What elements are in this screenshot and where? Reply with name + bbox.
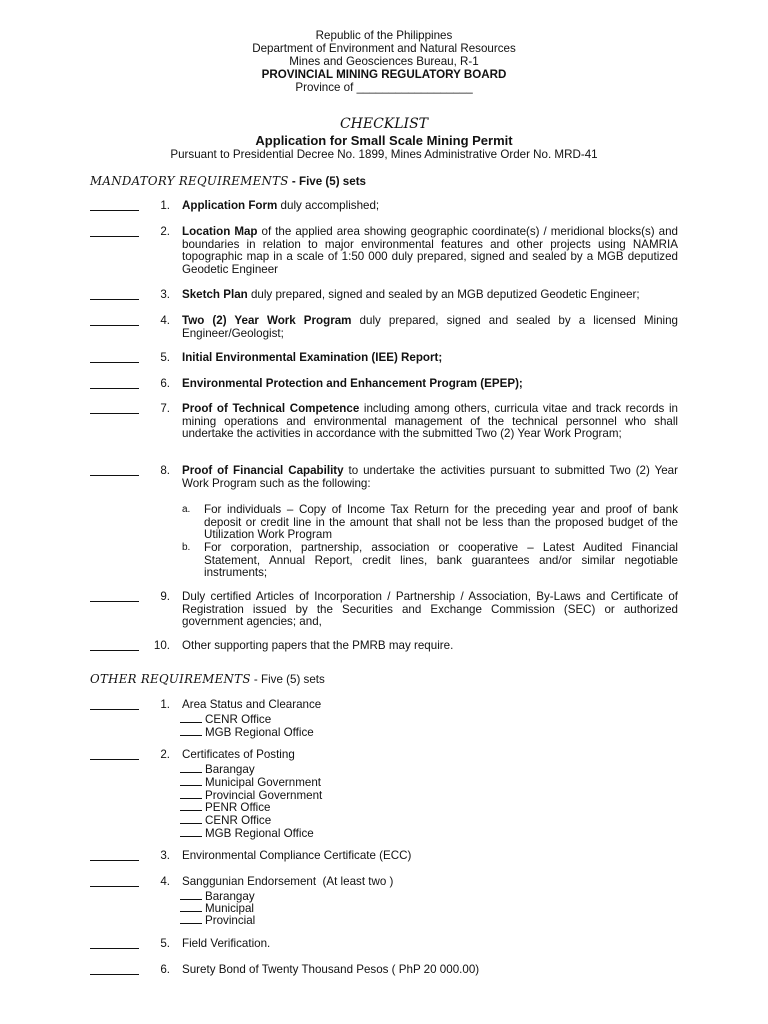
header-department: Department of Environment and Natural Resources xyxy=(252,42,516,55)
check-label: CENR Office xyxy=(205,814,272,827)
check-blank[interactable] xyxy=(90,403,139,414)
check-label: Provincial xyxy=(205,914,256,927)
item-text: Surety Bond of Twenty Thousand Pesos ( PhP 20 000.00) xyxy=(182,963,480,976)
check-blank[interactable] xyxy=(90,699,139,710)
item-rest: duly prepared, signed and sealed by a licensed Mining Engineer/Geologist; xyxy=(182,314,678,340)
check-label: CENR Office xyxy=(205,713,272,726)
mandatory-heading xyxy=(90,175,366,189)
check-blank[interactable] xyxy=(90,938,139,949)
check-blank[interactable] xyxy=(90,640,139,651)
sub-item-text: For corporation, partnership, association or cooperative – Latest Audited Financial Statement, Annual Report, credit lines, bank guarantees and/or similar negotiable instruments; xyxy=(204,541,678,580)
item-rest: duly accomplished; xyxy=(277,199,380,212)
mandatory-heading-label: MANDATORY REQUIREMENTS xyxy=(90,174,289,188)
check-label: MGB Regional Office xyxy=(205,827,314,840)
header-board: PROVINCIAL MINING REGULATORY BOARD xyxy=(261,68,507,81)
checkbox-mgb-regional-office[interactable] xyxy=(180,725,314,740)
item-number: 5. xyxy=(160,937,170,950)
check-line[interactable] xyxy=(180,775,202,786)
item-rest: to undertake the activities pursuant to submitted Two (2) Year Work Program such as the following: xyxy=(182,464,678,490)
check-blank[interactable] xyxy=(90,226,139,237)
check-blank[interactable] xyxy=(90,876,139,887)
item-text xyxy=(182,378,678,391)
check-blank[interactable] xyxy=(90,749,139,760)
check-label: Municipal xyxy=(205,902,254,915)
check-line[interactable] xyxy=(180,889,202,900)
item-text: Sanggunian Endorsement (At least two ) xyxy=(182,875,394,888)
item-text xyxy=(182,226,678,276)
check-blank[interactable] xyxy=(90,964,139,975)
item-number: 10. xyxy=(153,639,170,652)
check-label: Municipal Government xyxy=(205,776,321,789)
item-text xyxy=(182,591,678,629)
check-line[interactable] xyxy=(180,712,202,723)
check-label: Barangay xyxy=(205,890,255,903)
item-text: Environmental Compliance Certificate (ECC) xyxy=(182,849,412,862)
check-line[interactable] xyxy=(180,913,202,924)
item-text xyxy=(182,352,678,365)
item-bold: Two (2) Year Work Program xyxy=(182,314,352,327)
item-bold: Sketch Plan xyxy=(182,288,248,301)
checklist-title: CHECKLIST xyxy=(339,116,429,132)
header-bureau: Mines and Geosciences Bureau, R-1 xyxy=(289,55,479,68)
item-text xyxy=(182,465,678,490)
check-line[interactable] xyxy=(180,901,202,912)
document-subtitle: Pursuant to Presidential Decree No. 1899, Mines Administrative Order No. MRD-41 xyxy=(170,148,598,161)
item-number: 1. xyxy=(160,199,170,212)
check-line[interactable] xyxy=(180,826,202,837)
item-text: Certificates of Posting xyxy=(182,748,295,761)
check-line[interactable] xyxy=(180,800,202,811)
item-text: Area Status and Clearance xyxy=(182,698,322,711)
check-label: Barangay xyxy=(205,763,255,776)
sub-item-marker: b. xyxy=(182,542,191,553)
item-number: 4. xyxy=(160,314,170,327)
item-text xyxy=(182,640,678,653)
item-text xyxy=(182,315,678,340)
header-province: Province of __________________ xyxy=(295,81,473,94)
item-number: 4. xyxy=(160,875,170,888)
item-rest: duly prepared, signed and sealed by an MGB deputized Geodetic Engineer; xyxy=(247,288,640,301)
item-number: 1. xyxy=(160,698,170,711)
item-number: 7. xyxy=(160,402,170,415)
check-blank[interactable] xyxy=(90,352,139,363)
check-line[interactable] xyxy=(180,788,202,799)
item-bold: Proof of Financial Capability xyxy=(182,464,344,477)
other-heading xyxy=(90,673,325,687)
check-blank[interactable] xyxy=(90,465,139,476)
check-line[interactable] xyxy=(180,813,202,824)
item-text: Field Verification. xyxy=(182,937,271,950)
item-rest: of the applied area showing geographic coordinate(s) / meridional blocks(s) and boundaries in relation to major environmental features and other projects using NAMRIA topographic map in a scale of 1:50 000 duly prepared, signed and sealed by a MGB deputized Geodetic Engineer xyxy=(182,225,679,276)
item-text xyxy=(182,403,678,441)
check-blank[interactable] xyxy=(90,591,139,602)
item-number: 6. xyxy=(160,377,170,390)
check-line[interactable] xyxy=(180,725,202,736)
item-number: 6. xyxy=(160,963,170,976)
item-number: 9. xyxy=(160,590,170,603)
item-bold: Environmental Protection and Enhancement Program (EPEP); xyxy=(182,377,523,390)
check-blank[interactable] xyxy=(90,289,139,300)
sub-item-text: For individuals – Copy of Income Tax Return for the preceding year and proof of bank deposit or credit line in the amount that shall not be less than the proposed budget of the Utilization Work Program xyxy=(204,503,678,542)
item-text xyxy=(182,289,678,302)
item-bold: Proof of Technical Competence xyxy=(182,402,360,415)
item-rest: Other supporting papers that the PMRB may require. xyxy=(182,639,454,652)
document-title: Application for Small Scale Mining Permit xyxy=(255,133,513,148)
item-rest: Duly certified Articles of Incorporation / Partnership / Association, By-Laws and Certificate of Registration issued by the Securities and Exchange Commission (SEC) or authorized government agencies; and, xyxy=(182,590,678,629)
item-bold: Initial Environmental Examination (IEE) Report; xyxy=(182,351,443,364)
mandatory-heading-suffix: - Five (5) sets xyxy=(288,175,367,188)
check-label: Provincial Government xyxy=(205,789,323,802)
check-blank[interactable] xyxy=(90,315,139,326)
item-number: 8. xyxy=(160,464,170,477)
item-number: 5. xyxy=(160,351,170,364)
check-blank[interactable] xyxy=(90,378,139,389)
item-bold: Application Form xyxy=(182,199,278,212)
item-number: 3. xyxy=(160,849,170,862)
item-number: 2. xyxy=(160,225,170,238)
checkbox-mgb-regional-office[interactable] xyxy=(180,826,314,841)
item-rest: including among others, curricula vitae and track records in mining operations and environmental management of the technical personnel who shall undertake the activities in accordance with the submitted Two (2) Year Work Program; xyxy=(182,402,678,441)
item-number: 2. xyxy=(160,748,170,761)
other-heading-label: OTHER REQUIREMENTS xyxy=(90,672,251,686)
check-blank[interactable] xyxy=(90,850,139,861)
check-label: PENR Office xyxy=(205,801,271,814)
item-bold: Location Map xyxy=(182,225,258,238)
check-label: MGB Regional Office xyxy=(205,726,314,739)
check-blank[interactable] xyxy=(90,200,139,211)
header-republic: Republic of the Philippines xyxy=(315,29,453,42)
checkbox-provincial[interactable] xyxy=(180,913,255,928)
other-heading-suffix: - Five (5) sets xyxy=(250,673,325,686)
item-number: 3. xyxy=(160,288,170,301)
check-line[interactable] xyxy=(180,762,202,773)
sub-item-marker: a. xyxy=(182,504,191,515)
item-text xyxy=(182,200,678,213)
